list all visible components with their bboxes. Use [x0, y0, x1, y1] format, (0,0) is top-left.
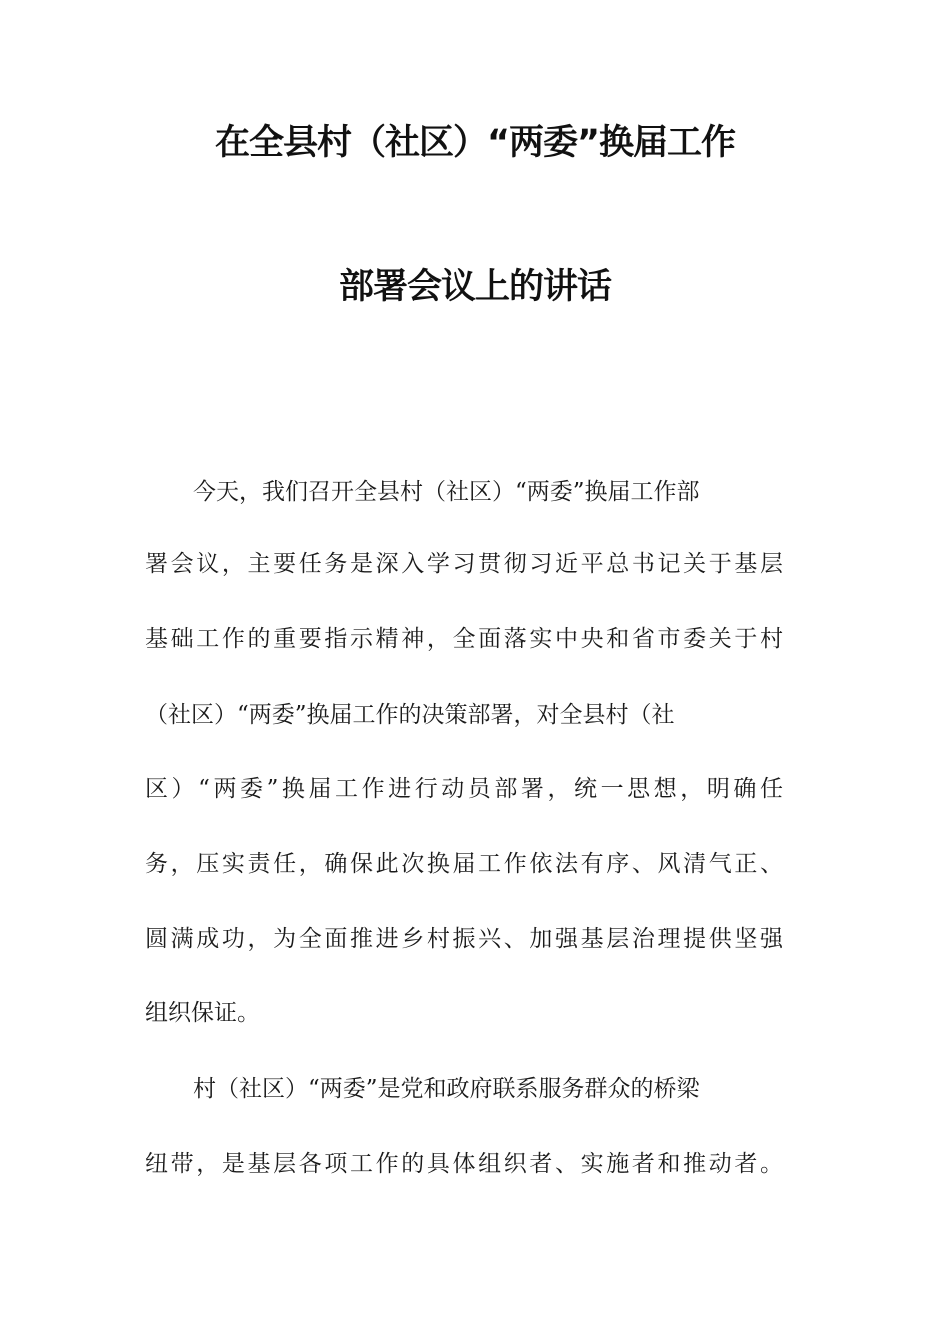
paragraph-line: 组织保证。: [145, 1000, 260, 1026]
paragraph-line: 今天，我们召开全县村（社区）“两委”换届工作部: [193, 479, 700, 505]
paragraph-line: 务，压实责任，确保此次换届工作依法有序、风清气正、: [145, 851, 783, 877]
paragraph-line: 区）“两委”换届工作进行动员部署，统一思想，明确任: [145, 776, 783, 802]
paragraph-line: 村（社区）“两委”是党和政府联系服务群众的桥梁: [193, 1076, 700, 1102]
document-title-line-2: 部署会议上的讲话: [338, 267, 611, 307]
paragraph-line: （社区）“两委”换届工作的决策部署，对全县村（社: [145, 702, 675, 728]
document-title-line-1: 在全县村（社区）“两委”换届工作: [214, 123, 735, 163]
paragraph-line: 署会议，主要任务是深入学习贯彻习近平总书记关于基层: [145, 551, 783, 577]
paragraph-line: 圆满成功，为全面推进乡村振兴、加强基层治理提供坚强: [145, 926, 783, 952]
paragraph-line: 基础工作的重要指示精神，全面落实中央和省市委关于村: [145, 626, 783, 652]
paragraph-line: 纽带，是基层各项工作的具体组织者、实施者和推动者。: [145, 1151, 783, 1177]
